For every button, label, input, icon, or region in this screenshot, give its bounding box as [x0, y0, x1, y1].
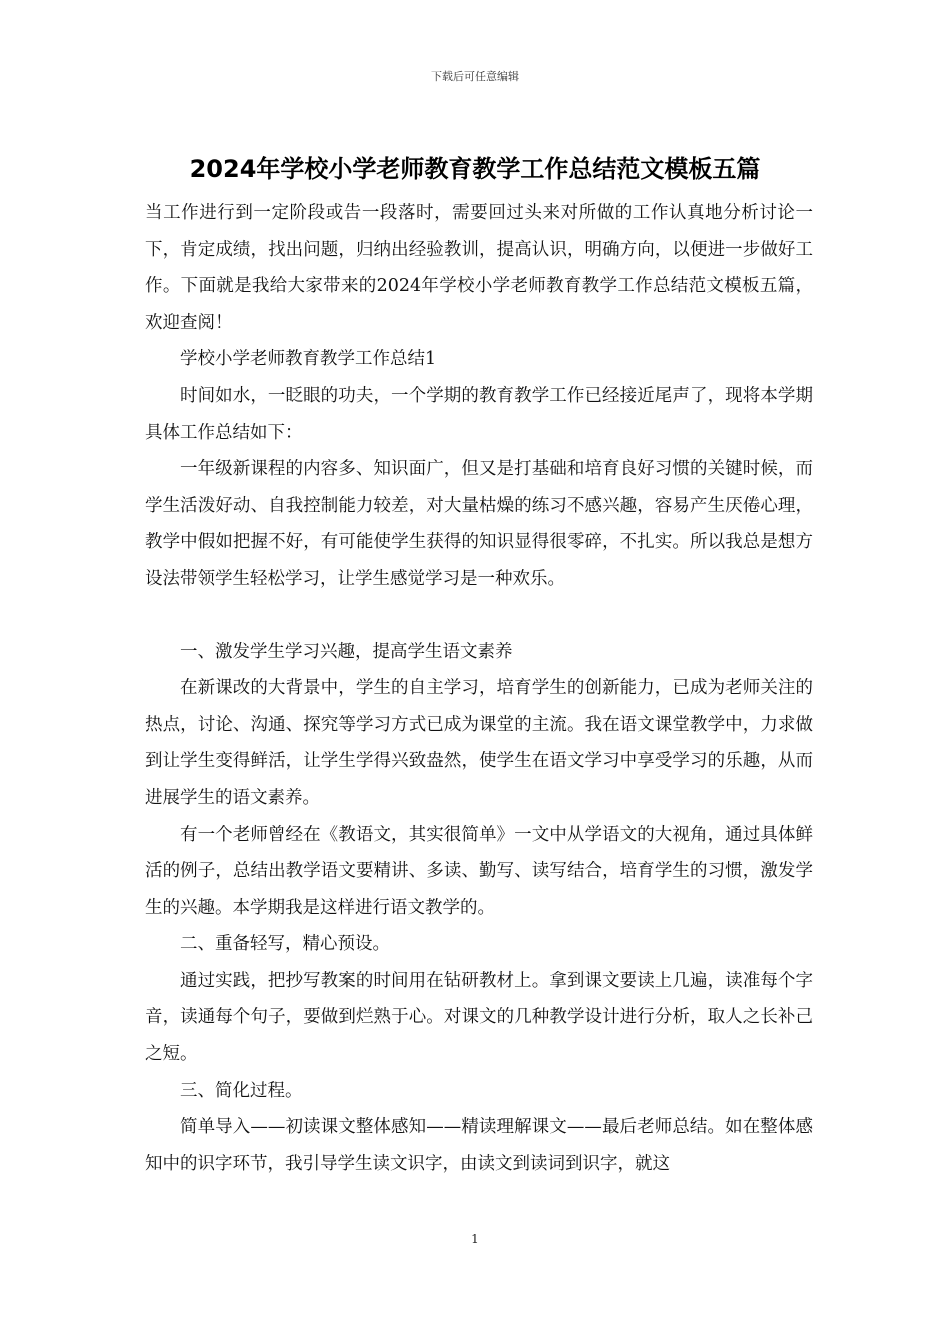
subsection-heading: 三、简化过程。	[180, 1080, 303, 1101]
section-heading: 学校小学老师教育教学工作总结1	[180, 349, 437, 370]
subsection-heading: 二、重备轻写，精心预设。	[180, 934, 390, 955]
body-paragraph: 在新课改的大背景中，学生的自主学习，培育学生的创新能力，已成为老师关注的热点，讨论、沟通、探究等学习方式已成为课堂的主流。我在语文课堂教学中，力求做到让学生变得鲜活，让学生学得兴致盎然，使学生在语文学习中享受学习的乐趣，从而进展学生的语文素养。	[145, 678, 813, 808]
body-paragraph: 通过实践，把抄写教案的时间用在钻研教材上。拿到课文要读上几遍，读准每个字音，读通每个句子，要做到烂熟于心。对课文的几种教学设计进行分析，取人之长补己之短。	[145, 970, 813, 1065]
page-number: 1	[471, 1232, 479, 1246]
body-paragraph: 时间如水，一眨眼的功夫，一个学期的教育教学工作已经接近尾声了，现将本学期具体工作总结如下：	[145, 385, 813, 443]
document-body	[145, 195, 813, 1182]
document-title: 2024年学校小学老师教育教学工作总结范文模板五篇	[189, 155, 761, 183]
subsection-heading: 一、激发学生学习兴趣，提高学生语文素养	[180, 641, 513, 662]
body-paragraph: 一年级新课程的内容多、知识面广，但又是打基础和培育良好习惯的关键时候，而学生活泼好动、自我控制能力较差，对大量枯燥的练习不感兴趣，容易产生厌倦心理，教学中假如把握不好，有可能使学生获得的知识显得很零碎，不扎实。所以我总是想方设法带领学生轻松学习，让学生感觉学习是一种欢乐。	[145, 459, 813, 589]
body-paragraph: 有一个老师曾经在《教语文，其实很简单》一文中从学语文的大视角，通过具体鲜活的例子，总结出教学语文要精讲、多读、勤写、读写结合，培育学生的习惯，激发学生的兴趣。本学期我是这样进行语文教学的。	[145, 824, 813, 918]
intro-paragraph: 当工作进行到一定阶段或告一段落时，需要回过头来对所做的工作认真地分析讨论一下，肯定成绩，找出问题，归纳出经验教训，提高认识，明确方向，以便进一步做好工作。下面就是我给大家带来的2024年学校小学老师教育教学工作总结范文模板五篇，欢迎查阅！	[145, 203, 813, 333]
header-note: 下载后可任意编辑	[431, 70, 519, 83]
body-paragraph: 简单导入——初读课文整体感知——精读理解课文——最后老师总结。如在整体感知中的识字环节，我引导学生读文识字，由读文到读词到识字，就这	[145, 1117, 813, 1174]
